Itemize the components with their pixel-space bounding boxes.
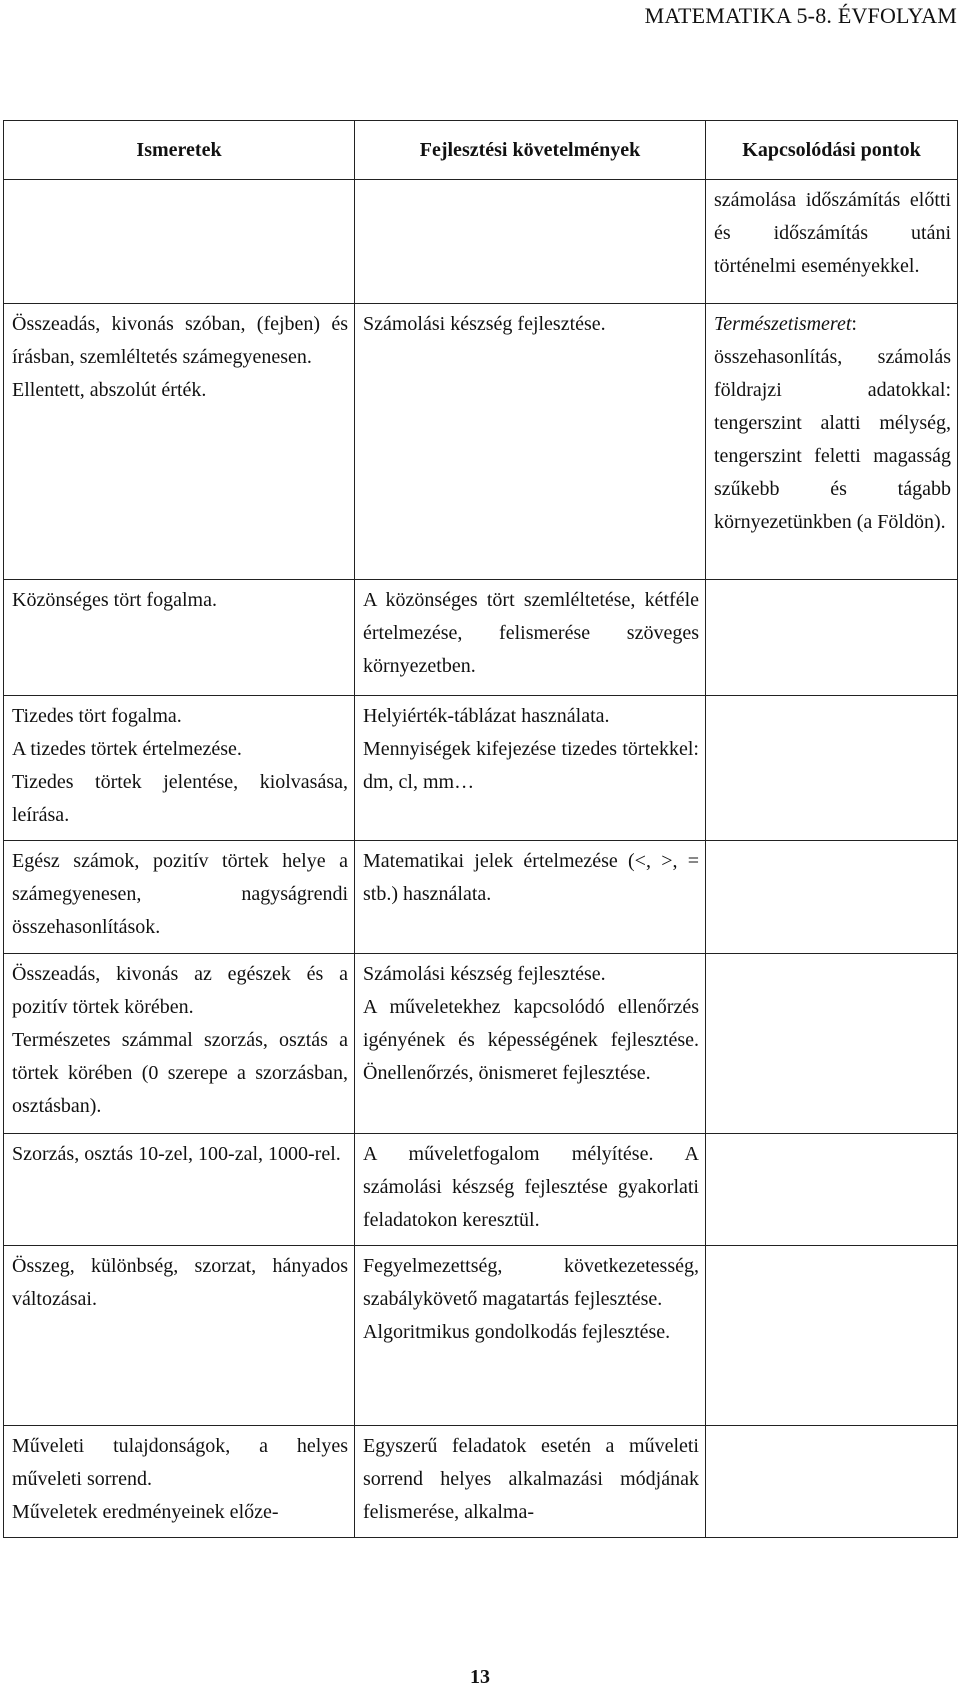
kapcsolodas-cell	[706, 304, 958, 580]
ismeretek-text: Műveleti tulajdonságok, a helyes műveleti sorrend.	[12, 1435, 348, 1490]
kapcsolodas-cell	[706, 1246, 958, 1426]
fejlesztes-text: Helyiérték-táblázat használata.	[363, 705, 610, 727]
fejlesztes-text: Számolási készség fejlesztése.	[363, 963, 606, 985]
ismeretek-text: Egész számok, pozitív törtek helye a számegyenesen, nagyságrendi összehasonlítások.	[12, 850, 348, 938]
fejlesztes-cell	[355, 1134, 706, 1246]
fejlesztes-cell	[355, 696, 706, 841]
fejlesztes-text: Számolási készség fejlesztése.	[363, 313, 606, 335]
ismeretek-text: Összeadás, kivonás az egészek és a pozitív törtek körében.	[12, 963, 348, 1018]
column-header-ismeretek: Ismeretek	[4, 121, 355, 180]
column-header-kapcsolodasi-pontok: Kapcsolódási pontok	[706, 121, 958, 180]
column-header-fejlesztesi-kovetelmenyek: Fejlesztési követelmények	[355, 121, 706, 180]
kapcsolodas-text: : összehasonlítás, számolás földrajzi adatokkal: tengerszint alatti mélység, tengerszint feletti magasság szűkebb és tágabb környezetünkben (a Földön).	[714, 313, 951, 533]
fejlesztes-text: Mennyiségek kifejezése tizedes törtekkel: dm, cl, mm…	[363, 738, 699, 793]
table-row	[4, 1426, 958, 1538]
fejlesztes-text: A közönséges tört szemléltetése, kétféle értelmezése, felismerése szöveges környezetben.	[363, 589, 699, 677]
kapcsolodas-text: számolása időszámítás előtti és időszámítás utáni történelmi eseményekkel.	[714, 189, 951, 277]
ismeretek-text: Tizedes törtek jelentése, kiolvasása, leírása.	[12, 771, 348, 826]
table-row	[4, 1134, 958, 1246]
table-row	[4, 841, 958, 954]
table-row	[4, 954, 958, 1134]
kapcsolodas-cell	[706, 696, 958, 841]
ismeretek-text: A tizedes törtek értelmezése.	[12, 738, 242, 760]
ismeretek-cell	[4, 954, 355, 1134]
ismeretek-text: Tizedes tört fogalma.	[12, 705, 182, 727]
ismeretek-text: Összeadás, kivonás szóban, (fejben) és írásban, szemléltetés számegyenesen.	[12, 313, 348, 368]
kapcsolodas-cell	[706, 1134, 958, 1246]
ismeretek-text: Összeg, különbség, szorzat, hányados változásai.	[12, 1255, 348, 1310]
curriculum-table	[3, 120, 958, 1538]
subject-label: Természetismeret	[714, 313, 852, 335]
fejlesztes-cell	[355, 1426, 706, 1538]
ismeretek-cell	[4, 304, 355, 580]
kapcsolodas-cell	[706, 1426, 958, 1538]
table-header-row	[4, 121, 958, 180]
kapcsolodas-cell	[706, 954, 958, 1134]
ismeretek-text: Műveletek eredményeinek előze-	[12, 1501, 279, 1523]
ismeretek-cell	[4, 841, 355, 954]
ismeretek-cell	[4, 1246, 355, 1426]
ismeretek-text: Ellentett, abszolút érték.	[12, 379, 207, 401]
fejlesztes-text: Matematikai jelek értelmezése (<, >, = stb.) használata.	[363, 850, 699, 905]
ismeretek-text: Szorzás, osztás 10-zel, 100-zal, 1000-rel.	[12, 1143, 341, 1165]
ismeretek-text: Közönséges tört fogalma.	[12, 589, 217, 611]
kapcsolodas-cell	[706, 841, 958, 954]
fejlesztes-text: Egyszerű feladatok esetén a műveleti sorrend helyes alkalmazási módjának felismerése, alkalma-	[363, 1435, 699, 1523]
page-number: 13	[470, 1666, 490, 1688]
fejlesztes-cell	[355, 954, 706, 1134]
table-row	[4, 304, 958, 580]
ismeretek-text: Természetes számmal szorzás, osztás a törtek körében (0 szerepe a szorzásban, osztásban).	[12, 1029, 348, 1117]
running-header: MATEMATIKA 5-8. ÉVFOLYAM	[644, 3, 957, 28]
kapcsolodas-cell	[706, 580, 958, 696]
fejlesztes-text: Algoritmikus gondolkodás fejlesztése.	[363, 1321, 671, 1343]
table-row	[4, 1246, 958, 1426]
fejlesztes-text: A műveletfogalom mélyítése. A számolási készség fejlesztése gyakorlati feladatokon keresztül.	[363, 1143, 699, 1231]
fejlesztes-cell	[355, 304, 706, 580]
ismeretek-cell	[4, 1134, 355, 1246]
kapcsolodas-cell	[706, 180, 958, 304]
fejlesztes-cell	[355, 180, 706, 304]
ismeretek-cell	[4, 696, 355, 841]
fejlesztes-text: A műveletekhez kapcsolódó ellenőrzés igényének és képességének fejlesztése. Önellenőrzés, önismeret fejlesztése.	[363, 996, 699, 1084]
ismeretek-cell	[4, 1426, 355, 1538]
ismeretek-cell	[4, 180, 355, 304]
table-row	[4, 696, 958, 841]
fejlesztes-cell	[355, 841, 706, 954]
ismeretek-cell	[4, 580, 355, 696]
table-row	[4, 180, 958, 304]
fejlesztes-text: Fegyelmezettség, következetesség, szabálykövető magatartás fejlesztése.	[363, 1255, 699, 1310]
fejlesztes-cell	[355, 580, 706, 696]
table-row	[4, 580, 958, 696]
fejlesztes-cell	[355, 1246, 706, 1426]
